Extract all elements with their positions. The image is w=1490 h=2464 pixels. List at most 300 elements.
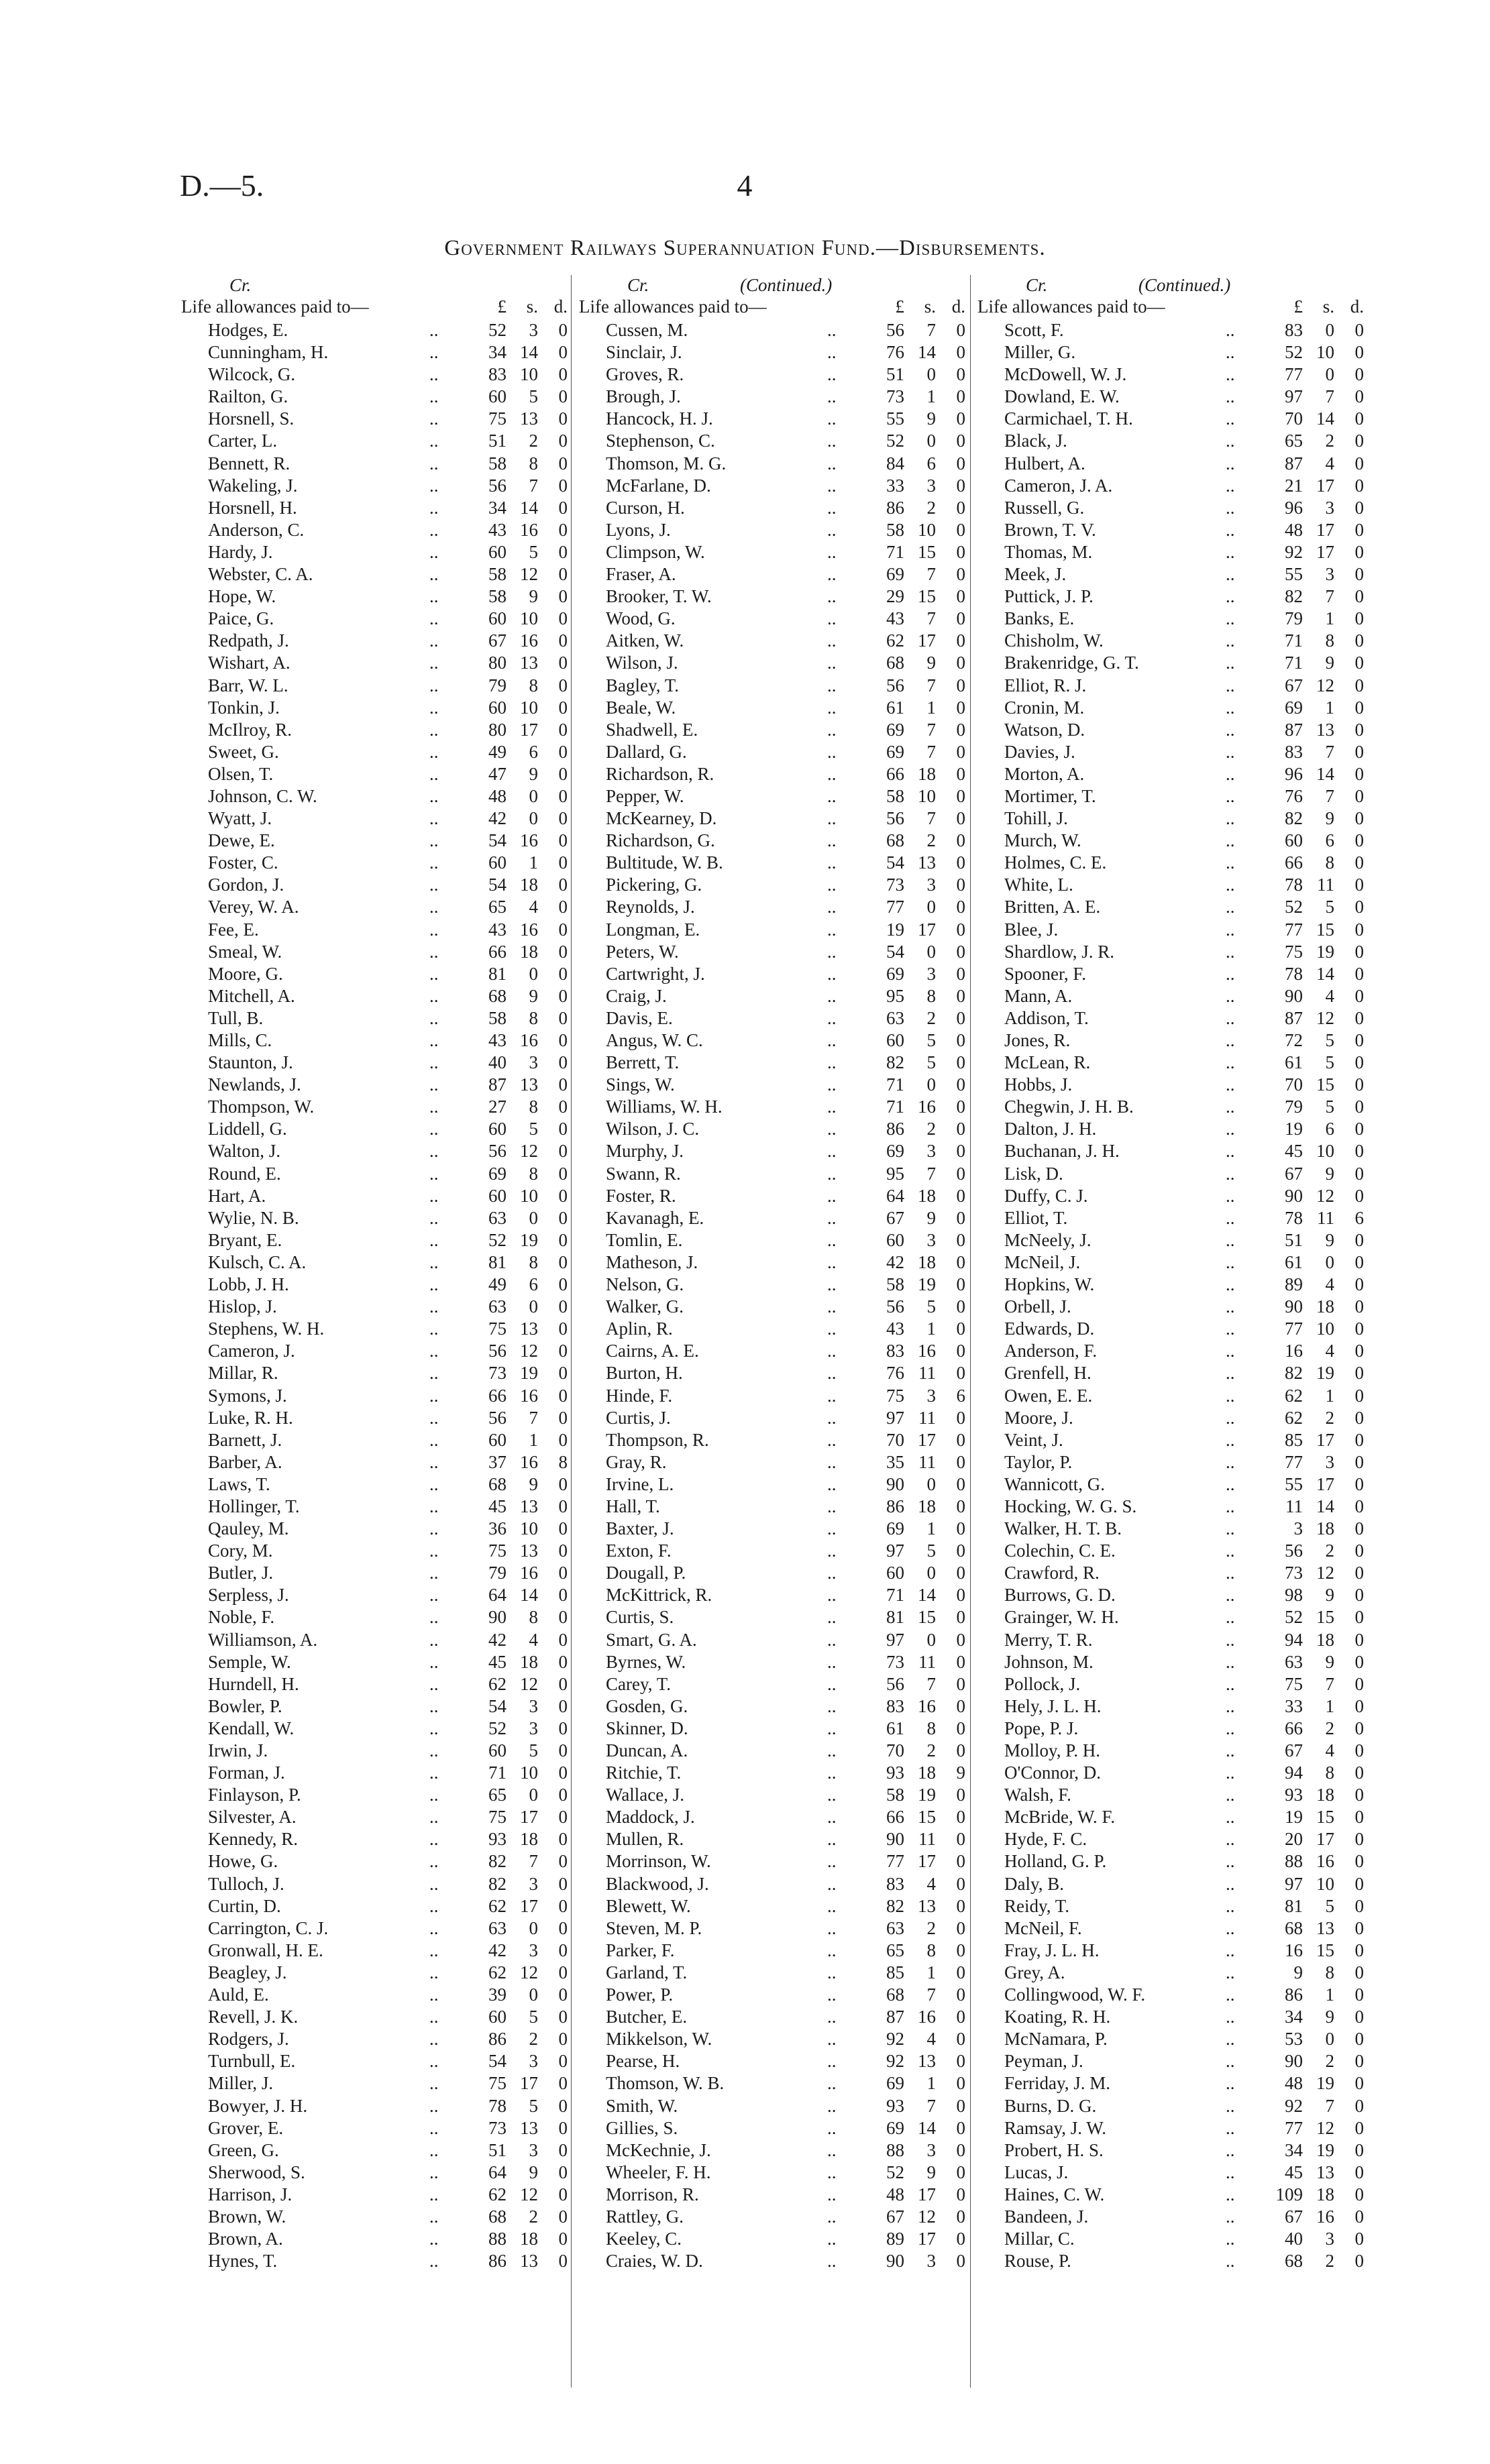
table-row: [977, 1340, 1365, 1362]
table-row: [977, 1385, 1365, 1407]
shillings-value: 17: [918, 630, 936, 651]
leader-dots: ..: [1226, 1163, 1235, 1184]
shillings-value: 4: [529, 1629, 538, 1650]
table-row: [579, 2139, 967, 2162]
payee-name: Anderson, C.: [208, 519, 305, 540]
leader-dots: ..: [429, 1363, 439, 1384]
pounds-value: 68: [886, 830, 904, 851]
payee-name: Banks, E.: [1004, 608, 1075, 629]
payee-name: Swann, R.: [606, 1163, 681, 1184]
pence-value: 0: [956, 1163, 965, 1184]
leader-dots: ..: [429, 1251, 439, 1272]
leader-dots: ..: [827, 608, 837, 629]
payee-name: Revell, J. K.: [208, 2007, 299, 2027]
leader-dots: ..: [429, 1629, 439, 1650]
payee-name: Rodgers, J.: [208, 2029, 289, 2050]
table-row: [181, 1207, 569, 1229]
pence-value: 0: [1354, 1962, 1364, 1982]
shillings-value: 17: [520, 1807, 538, 1828]
payee-name: Russell, G.: [1004, 497, 1085, 518]
pounds-header: £: [895, 296, 904, 317]
pence-value: 0: [1354, 1873, 1364, 1894]
table-row: [977, 830, 1365, 852]
shillings-value: 11: [918, 1363, 936, 1384]
shillings-header: s.: [924, 296, 936, 317]
pounds-value: 90: [488, 1607, 507, 1628]
payee-name: Tohill, J.: [1004, 808, 1068, 829]
pounds-value: 65: [488, 1785, 507, 1805]
pounds-value: 43: [886, 608, 904, 629]
shillings-value: 3: [529, 2051, 538, 2072]
shillings-value: 9: [529, 1473, 538, 1494]
payee-name: Scott, F.: [1004, 320, 1064, 340]
payee-name: Peyman, J.: [1004, 2051, 1083, 2072]
payee-name: Gillies, S.: [606, 2117, 678, 2138]
leader-dots: ..: [429, 1651, 439, 1672]
leader-dots: ..: [827, 1695, 837, 1716]
payee-name: Craig, J.: [606, 985, 667, 1006]
table-row: [181, 1940, 569, 1962]
payee-name: Hobbs, J.: [1004, 1074, 1073, 1095]
shillings-value: 16: [520, 1563, 538, 1583]
leader-dots: ..: [429, 586, 439, 607]
pounds-value: 60: [488, 608, 507, 629]
pounds-value: 73: [886, 1651, 904, 1672]
leader-dots: ..: [827, 541, 837, 562]
leader-dots: ..: [429, 1851, 439, 1872]
table-row: [977, 2228, 1365, 2250]
pence-value: 0: [558, 408, 568, 429]
leader-dots: ..: [827, 2051, 837, 2072]
payee-name: Sweet, G.: [208, 741, 279, 762]
table-row: [579, 2162, 967, 2184]
table-row: [181, 630, 569, 652]
payee-name: Byrnes, W.: [606, 1651, 686, 1672]
pounds-value: 60: [1285, 830, 1303, 851]
pounds-value: 76: [886, 1363, 904, 1384]
payee-name: Symons, J.: [208, 1385, 287, 1406]
shillings-value: 17: [1316, 1429, 1334, 1450]
payee-name: Angus, W. C.: [606, 1030, 703, 1050]
table-row: [977, 541, 1365, 563]
pounds-value: 58: [886, 1785, 904, 1805]
pence-value: 0: [1354, 2206, 1364, 2227]
shillings-value: 8: [1325, 852, 1334, 873]
leader-dots: ..: [429, 2095, 439, 2116]
pence-value: 0: [558, 1829, 568, 1850]
pounds-value: 83: [886, 1341, 904, 1361]
table-row: [181, 1518, 569, 1540]
table-row: [579, 963, 967, 985]
pounds-value: 97: [886, 1541, 904, 1561]
table-row: [181, 408, 569, 430]
leader-dots: ..: [1226, 1563, 1235, 1583]
leader-dots: ..: [827, 1718, 837, 1738]
shillings-value: 14: [1316, 1496, 1334, 1516]
shillings-value: 15: [918, 586, 936, 607]
pence-value: 0: [1354, 1119, 1364, 1139]
table-row: [181, 1096, 569, 1118]
leader-dots: ..: [1226, 1385, 1235, 1406]
pence-value: 0: [1354, 1695, 1364, 1716]
table-row: [579, 1962, 967, 1984]
table-row: [977, 608, 1365, 630]
table-row: [579, 2206, 967, 2228]
payee-name: Taylor, P.: [1004, 1451, 1073, 1472]
payee-name: Anderson, F.: [1004, 1341, 1098, 1361]
pence-value: 0: [558, 985, 568, 1006]
payee-name: Serpless, J.: [208, 1585, 289, 1606]
shillings-value: 18: [918, 763, 936, 784]
shillings-value: 3: [529, 2139, 538, 2160]
pence-value: 0: [1354, 1319, 1364, 1339]
payee-name: Bryant, E.: [208, 1229, 282, 1250]
payee-name: McKittrick, R.: [606, 1585, 712, 1606]
pence-value: 0: [558, 675, 568, 695]
shillings-value: 9: [1325, 1229, 1334, 1250]
shillings-value: 4: [1325, 1274, 1334, 1295]
table-row: [181, 1140, 569, 1162]
payee-name: Wilson, J. C.: [606, 1119, 700, 1139]
leader-dots: ..: [1226, 630, 1235, 651]
pence-value: 0: [1354, 1829, 1364, 1850]
pounds-value: 60: [488, 1119, 507, 1139]
pence-value: 0: [956, 1873, 965, 1894]
pounds-value: 75: [488, 1319, 507, 1339]
leader-dots: ..: [827, 2095, 837, 2116]
pounds-value: 93: [886, 2095, 904, 2116]
pounds-value: 89: [886, 2229, 904, 2249]
shillings-value: 17: [1316, 1829, 1334, 1850]
table-row: [977, 1518, 1365, 1540]
table-row: [977, 630, 1365, 652]
leader-dots: ..: [827, 1496, 837, 1516]
leader-dots: ..: [1226, 1407, 1235, 1428]
pence-value: 0: [956, 785, 965, 806]
table-row: [181, 1651, 569, 1673]
pounds-value: 75: [1285, 941, 1303, 962]
leader-dots: ..: [1226, 1185, 1235, 1206]
shillings-value: 15: [1316, 1074, 1334, 1095]
shillings-value: 7: [926, 2095, 936, 2116]
table-row: [181, 563, 569, 585]
pounds-value: 52: [1285, 897, 1303, 917]
pounds-value: 68: [488, 1473, 507, 1494]
shillings-value: 0: [529, 1207, 538, 1228]
pence-value: 0: [956, 897, 965, 917]
pence-value: 0: [558, 453, 568, 473]
pounds-value: 83: [488, 364, 507, 385]
pounds-value: 76: [1285, 785, 1303, 806]
pence-value: 0: [956, 1429, 965, 1450]
pence-value: 0: [956, 2229, 965, 2249]
shillings-value: 17: [918, 2229, 936, 2249]
pounds-value: 68: [488, 2206, 507, 2227]
shillings-value: 3: [926, 875, 936, 895]
leader-dots: ..: [827, 741, 837, 762]
pounds-value: 66: [1285, 852, 1303, 873]
leader-dots: ..: [429, 431, 439, 451]
leader-dots: ..: [827, 1429, 837, 1450]
shillings-value: 0: [926, 1473, 936, 1494]
leader-dots: ..: [827, 1940, 837, 1960]
leader-dots: ..: [1226, 852, 1235, 873]
leader-dots: ..: [1226, 1451, 1235, 1472]
shillings-value: 0: [926, 1563, 936, 1583]
leader-dots: ..: [1226, 1873, 1235, 1894]
pence-value: 0: [1354, 1496, 1364, 1516]
payee-name: Morrison, R.: [606, 2184, 699, 2204]
pounds-value: 56: [886, 320, 904, 340]
table-row: [579, 1562, 967, 1584]
pence-value: 0: [558, 963, 568, 984]
pounds-value: 54: [488, 1695, 507, 1716]
shillings-value: 19: [1316, 2139, 1334, 2160]
pence-value: 0: [956, 1451, 965, 1472]
table-row: [181, 1251, 569, 1274]
table-row: [579, 1673, 967, 1695]
pounds-value: 86: [886, 497, 904, 518]
table-row: [181, 2162, 569, 2184]
pence-value: 0: [956, 1807, 965, 1828]
leader-dots: ..: [827, 342, 837, 363]
shillings-value: 13: [520, 2117, 538, 2138]
table-row: [579, 2250, 967, 2272]
pounds-value: 81: [488, 1251, 507, 1272]
table-row: [181, 430, 569, 452]
payee-name: Kennedy, R.: [208, 1829, 298, 1850]
pence-value: 0: [1354, 1451, 1364, 1472]
pence-value: 0: [956, 541, 965, 562]
leader-dots: ..: [827, 320, 837, 340]
pence-value: 0: [956, 2029, 965, 2050]
pence-header: d.: [1350, 296, 1364, 317]
shillings-value: 14: [1316, 963, 1334, 984]
pence-value: 0: [558, 342, 568, 363]
table-row: [579, 1074, 967, 1096]
pounds-value: 61: [1285, 1251, 1303, 1272]
leader-dots: ..: [429, 1163, 439, 1184]
payee-name: Forman, J.: [208, 1762, 285, 1783]
table-row: [579, 453, 967, 475]
shillings-value: 3: [926, 1141, 936, 1162]
pence-value: 0: [558, 564, 568, 585]
pence-value: 8: [558, 1451, 568, 1472]
pence-value: 0: [558, 1740, 568, 1760]
pounds-value: 42: [886, 1251, 904, 1272]
pounds-value: 78: [1285, 963, 1303, 984]
pounds-value: 71: [886, 1097, 904, 1117]
pence-value: 0: [558, 830, 568, 851]
leader-dots: ..: [429, 1097, 439, 1117]
payee-name: Cairns, A. E.: [606, 1341, 699, 1361]
payee-name: McKearney, D.: [606, 808, 717, 829]
table-row: [579, 1429, 967, 1451]
table-row: [181, 2139, 569, 2162]
leader-dots: ..: [1226, 697, 1235, 718]
payee-name: Power, P.: [606, 1984, 674, 2005]
pence-value: 0: [1354, 1097, 1364, 1117]
shillings-value: 0: [529, 808, 538, 829]
payee-name: Irvine, L.: [606, 1473, 674, 1494]
leader-dots: ..: [429, 1296, 439, 1317]
leader-dots: ..: [1226, 941, 1235, 962]
pounds-value: 73: [1285, 1563, 1303, 1583]
table-row: [977, 1229, 1365, 1251]
shillings-value: 9: [926, 653, 936, 673]
shillings-value: 9: [529, 985, 538, 1006]
pence-value: 0: [558, 1407, 568, 1428]
shillings-value: 13: [520, 653, 538, 673]
shillings-value: 12: [520, 1141, 538, 1162]
table-row: [181, 807, 569, 830]
pounds-value: 64: [886, 1185, 904, 1206]
payee-name: Hyde, F. C.: [1004, 1829, 1087, 1850]
pence-value: 0: [956, 431, 965, 451]
shillings-value: 16: [520, 1451, 538, 1472]
pence-value: 0: [1354, 1251, 1364, 1272]
shillings-value: 4: [1325, 1740, 1334, 1760]
table-row: [181, 497, 569, 519]
payee-name: Gosden, G.: [606, 1695, 688, 1716]
pounds-value: 78: [1285, 1207, 1303, 1228]
payee-name: McLean, R.: [1004, 1052, 1091, 1073]
leader-dots: ..: [1226, 763, 1235, 784]
pence-value: 0: [1354, 808, 1364, 829]
shillings-value: 16: [520, 519, 538, 540]
pence-value: 0: [956, 875, 965, 895]
table-row: [181, 675, 569, 697]
pounds-value: 73: [488, 1363, 507, 1384]
shillings-value: 0: [926, 897, 936, 917]
shillings-value: 18: [1316, 1518, 1334, 1539]
payee-name: Morrinson, W.: [606, 1851, 711, 1872]
payee-name: Mills, C.: [208, 1030, 272, 1050]
table-row: [181, 1895, 569, 1917]
shillings-value: 17: [520, 719, 538, 740]
table-row: [579, 408, 967, 430]
payee-name: Collingwood, W. F.: [1004, 1984, 1146, 2005]
pounds-value: 71: [1285, 630, 1303, 651]
pence-value: 0: [956, 1074, 965, 1095]
payee-name: Beale, W.: [606, 697, 676, 718]
pence-value: 0: [956, 1607, 965, 1628]
payee-name: Berrett, T.: [606, 1052, 680, 1073]
pence-value: 0: [558, 1007, 568, 1028]
shillings-value: 2: [529, 2029, 538, 2050]
payee-name: Smith, W.: [606, 2095, 678, 2116]
table-row: [181, 919, 569, 941]
pounds-value: 71: [886, 1074, 904, 1095]
table-row: [181, 1984, 569, 2006]
payee-name: Wishart, A.: [208, 653, 290, 673]
pounds-value: 34: [488, 342, 507, 363]
payee-name: Barnett, J.: [208, 1429, 282, 1450]
payee-name: Nelson, G.: [606, 1274, 684, 1295]
leader-dots: ..: [1226, 1762, 1235, 1783]
pence-value: 0: [558, 1607, 568, 1628]
payee-name: Butcher, E.: [606, 2007, 688, 2027]
pounds-value: 61: [1285, 1052, 1303, 1073]
leader-dots: ..: [1226, 1807, 1235, 1828]
pounds-value: 58: [886, 785, 904, 806]
shillings-value: 16: [918, 2007, 936, 2027]
leader-dots: ..: [827, 1807, 837, 1828]
payee-name: Smart, G. A.: [606, 1629, 697, 1650]
pounds-value: 54: [886, 852, 904, 873]
shillings-value: 18: [1316, 1629, 1334, 1650]
pounds-value: 36: [488, 1518, 507, 1539]
table-row: [181, 363, 569, 386]
pence-value: 0: [956, 2051, 965, 2072]
payee-name: Butler, J.: [208, 1563, 274, 1583]
pence-value: 0: [1354, 1851, 1364, 1872]
pounds-value: 51: [886, 364, 904, 385]
pounds-value: 49: [488, 1274, 507, 1295]
leader-dots: ..: [429, 320, 439, 340]
shillings-value: 14: [918, 2117, 936, 2138]
pence-value: 0: [1354, 1274, 1364, 1295]
leader-dots: ..: [1226, 1518, 1235, 1539]
table-row: [579, 785, 967, 807]
payee-name: Rattley, G.: [606, 2206, 684, 2227]
pence-value: 0: [558, 364, 568, 385]
shillings-value: 12: [1316, 2117, 1334, 2138]
payee-name: Barber, A.: [208, 1451, 282, 1472]
pounds-value: 81: [1285, 1895, 1303, 1916]
pence-value: 0: [956, 1962, 965, 1982]
table-row: [977, 363, 1365, 386]
pence-value: 0: [558, 2095, 568, 2116]
shillings-value: 0: [529, 1917, 538, 1938]
leader-dots: ..: [827, 852, 837, 873]
leader-dots: ..: [1226, 320, 1235, 340]
pounds-value: 60: [488, 2007, 507, 2027]
pounds-value: 77: [1285, 1451, 1303, 1472]
shillings-value: 1: [926, 1319, 936, 1339]
pence-value: 0: [1354, 519, 1364, 540]
pounds-value: 21: [1285, 475, 1303, 496]
continued-label: (Continued.): [1138, 275, 1231, 295]
pounds-value: 62: [886, 630, 904, 651]
payee-name: Duncan, A.: [606, 1740, 688, 1760]
leader-dots: ..: [827, 1851, 837, 1872]
leader-dots: ..: [429, 2051, 439, 2072]
pence-value: 0: [1354, 1940, 1364, 1960]
leader-dots: ..: [827, 2139, 837, 2160]
payee-name: Hodges, E.: [208, 320, 288, 340]
table-row: [579, 2184, 967, 2206]
table-row: [977, 386, 1365, 408]
pence-value: 0: [956, 941, 965, 962]
payee-name: Staunton, J.: [208, 1052, 293, 1073]
leader-dots: ..: [1226, 2117, 1235, 2138]
leader-dots: ..: [1226, 1207, 1235, 1228]
leader-dots: ..: [1226, 541, 1235, 562]
table-row: [977, 807, 1365, 830]
pounds-value: 79: [1285, 608, 1303, 629]
pounds-value: 56: [886, 1296, 904, 1317]
pounds-value: 65: [1285, 431, 1303, 451]
table-row: [977, 1118, 1365, 1140]
payee-name: Bennett, R.: [208, 453, 290, 473]
row-label: Life allowances paid to—: [579, 296, 767, 317]
pence-value: 0: [1354, 1807, 1364, 1828]
leader-dots: ..: [827, 519, 837, 540]
pence-value: 0: [1354, 586, 1364, 607]
shillings-value: 19: [1316, 941, 1334, 962]
pounds-value: 52: [886, 431, 904, 451]
